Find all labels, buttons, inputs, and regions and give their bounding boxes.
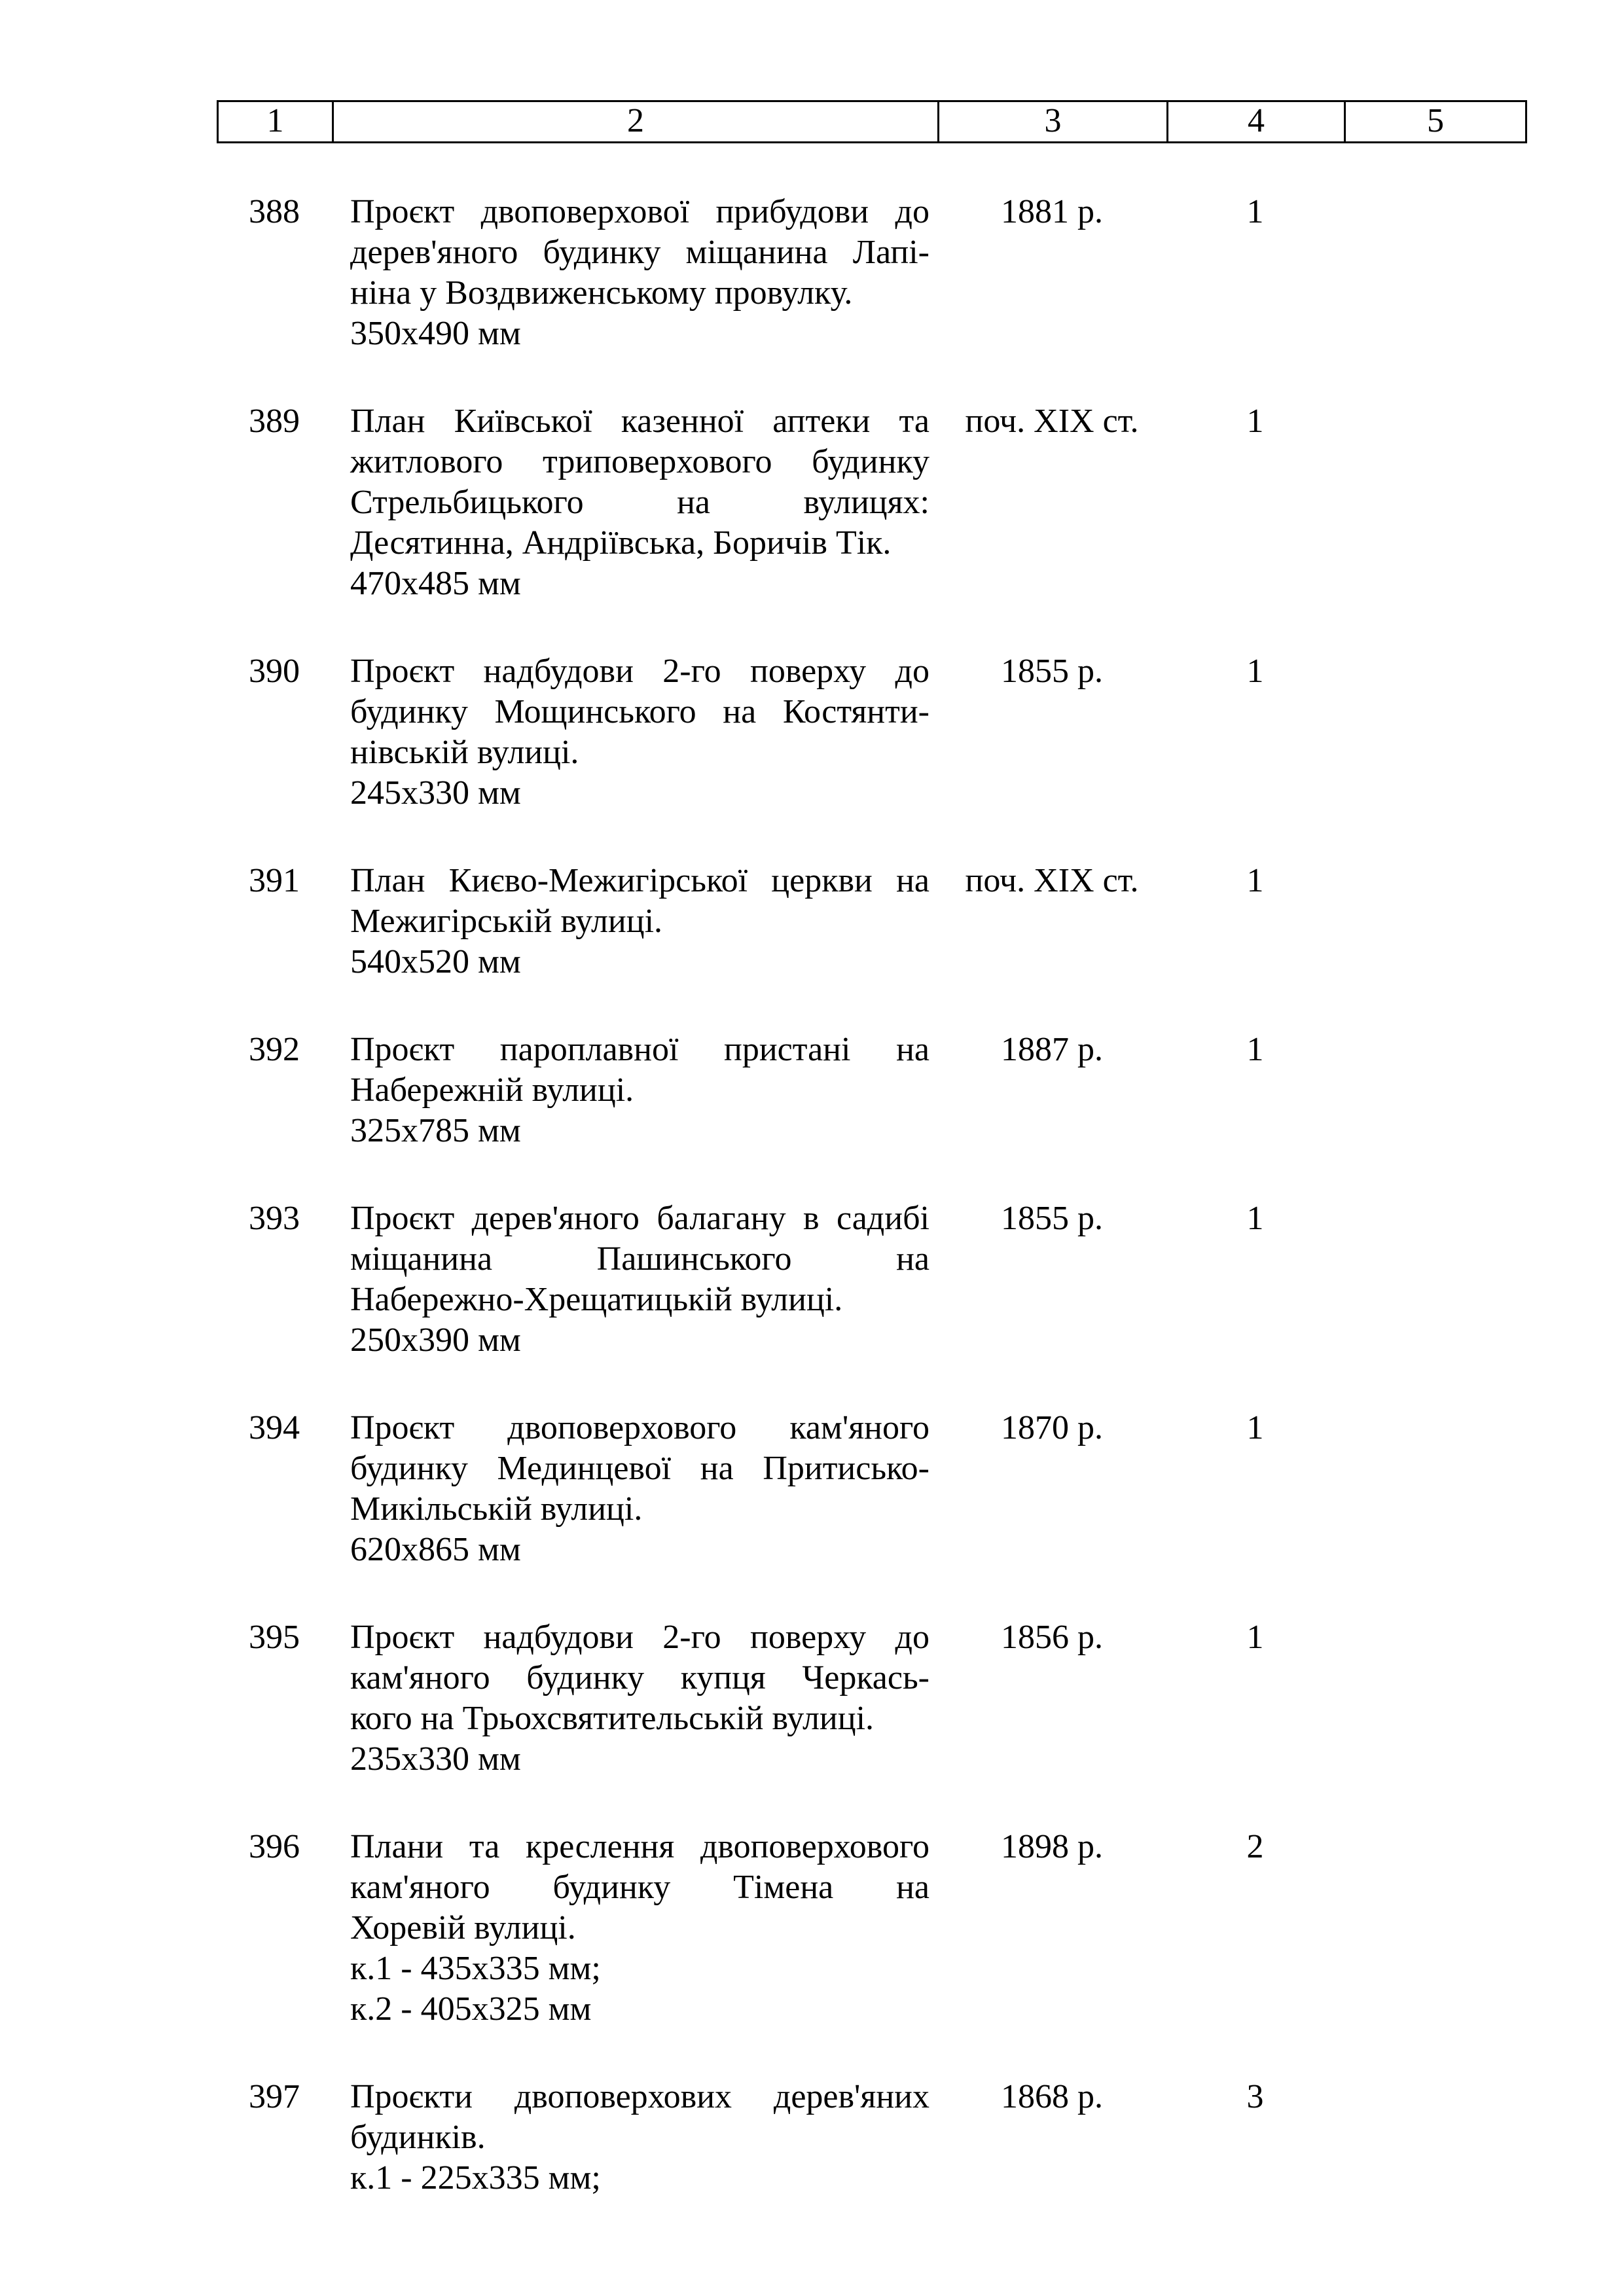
column-header-3: 3 bbox=[939, 102, 1168, 141]
dimensions-line: 235х330 мм bbox=[350, 1740, 521, 1778]
row-description-cell bbox=[332, 861, 937, 982]
row-date: поч. XIX ст. bbox=[965, 862, 1139, 899]
column-header-5: 5 bbox=[1427, 102, 1444, 139]
description-line: Проєкт двоповерхової прибудови до bbox=[350, 193, 929, 230]
table-row bbox=[217, 2077, 1527, 2198]
row-number: 389 bbox=[249, 403, 300, 440]
table-body bbox=[217, 192, 1527, 2246]
row-date: 1855 р. bbox=[1001, 653, 1103, 690]
description-last-line: будинків. bbox=[350, 2119, 486, 2156]
row-date: 1856 р. bbox=[1001, 1619, 1103, 1656]
table-row bbox=[217, 651, 1527, 814]
description-last-line: Микільській вулиці. bbox=[350, 1490, 643, 1528]
dimensions-line: 245х330 мм bbox=[350, 774, 521, 812]
table-row bbox=[217, 192, 1527, 354]
dimensions-line: 250х390 мм bbox=[350, 1321, 521, 1359]
row-description-cell bbox=[332, 401, 937, 604]
row-description-cell bbox=[332, 2077, 937, 2198]
row-count: 1 bbox=[1246, 193, 1264, 230]
table-row bbox=[217, 1827, 1527, 2030]
row-description-cell bbox=[332, 1198, 937, 1361]
description-last-line: Хоревій вулиці. bbox=[350, 1909, 576, 1946]
table-row bbox=[217, 1030, 1527, 1151]
column-header-1: 1 bbox=[219, 102, 334, 141]
description-line: Стрельбицького на вулицях: bbox=[350, 484, 929, 521]
description-last-line: кого на Трьохсвятительській вулиці. bbox=[350, 1700, 875, 1737]
dimensions-line: 540х520 мм bbox=[350, 943, 521, 980]
description-line: дерев'яного будинку міщанина Лапі- bbox=[350, 234, 929, 271]
row-date: 1887 р. bbox=[1001, 1031, 1103, 1068]
row-description-cell bbox=[332, 1030, 937, 1151]
row-count: 1 bbox=[1246, 403, 1264, 440]
row-number: 393 bbox=[249, 1200, 300, 1237]
description-last-line: Десятинна, Андріївська, Боричів Тік. bbox=[350, 524, 892, 562]
row-number: 396 bbox=[249, 1828, 300, 1865]
dimensions-line: 620х865 мм bbox=[350, 1531, 521, 1568]
dimensions-line: к.1 - 225х335 мм; bbox=[350, 2159, 601, 2197]
row-number: 388 bbox=[249, 193, 300, 230]
column-header-4: 4 bbox=[1168, 102, 1346, 141]
row-count: 1 bbox=[1246, 1409, 1264, 1446]
dimensions-line: к.1 - 435х335 мм; bbox=[350, 1950, 601, 1987]
column-header-2: 2 bbox=[334, 102, 939, 141]
row-description-cell bbox=[332, 1408, 937, 1570]
table-row bbox=[217, 1408, 1527, 1570]
row-number: 397 bbox=[249, 2078, 300, 2115]
table-row bbox=[217, 1617, 1527, 1780]
row-description-cell bbox=[332, 1617, 937, 1780]
row-date: поч. XIX ст. bbox=[965, 403, 1139, 440]
row-count: 2 bbox=[1246, 1828, 1264, 1865]
description-last-line: нівській вулиці. bbox=[350, 734, 579, 771]
description-line: Проєкт дерев'яного балагану в садибі bbox=[350, 1200, 929, 1237]
table-row bbox=[217, 1198, 1527, 1361]
row-number: 395 bbox=[249, 1619, 300, 1656]
row-count: 1 bbox=[1246, 1200, 1264, 1237]
row-number: 390 bbox=[249, 653, 300, 690]
row-date: 1870 р. bbox=[1001, 1409, 1103, 1446]
row-count: 1 bbox=[1246, 862, 1264, 899]
description-last-line: ніна у Воздвиженському провулку. bbox=[350, 274, 853, 312]
description-last-line: Набережній вулиці. bbox=[350, 1071, 634, 1109]
description-line: Проєкт двоповерхового кам'яного bbox=[350, 1409, 929, 1446]
row-count: 3 bbox=[1246, 2078, 1264, 2115]
row-number: 392 bbox=[249, 1031, 300, 1068]
dimensions-line: 470х485 мм bbox=[350, 565, 521, 602]
row-date: 1855 р. bbox=[1001, 1200, 1103, 1237]
dimensions-line: 325х785 мм bbox=[350, 1112, 521, 1149]
description-line: Проєкт надбудови 2-го поверху до bbox=[350, 653, 929, 690]
table-row bbox=[217, 861, 1527, 982]
row-description-cell bbox=[332, 1827, 937, 2030]
table-header-row bbox=[217, 100, 1527, 143]
row-description-cell bbox=[332, 192, 937, 354]
description-line: кам'яного будинку купця Черкась- bbox=[350, 1659, 929, 1696]
description-line: житлового триповерхового будинку bbox=[350, 443, 929, 480]
row-description-cell bbox=[332, 651, 937, 814]
description-line: Проєкти двоповерхових дерев'яних bbox=[350, 2078, 929, 2115]
description-line: План Київської казенної аптеки та bbox=[350, 403, 929, 440]
description-line: будинку Мединцевої на Притисько- bbox=[350, 1450, 929, 1487]
row-date: 1868 р. bbox=[1001, 2078, 1103, 2115]
description-line: будинку Мощинського на Костянти- bbox=[350, 693, 929, 730]
description-line: Проєкт пароплавної пристані на bbox=[350, 1031, 929, 1068]
description-last-line: Межигірській вулиці. bbox=[350, 903, 663, 940]
row-date: 1898 р. bbox=[1001, 1828, 1103, 1865]
row-date: 1881 р. bbox=[1001, 193, 1103, 230]
dimensions-line: к.2 - 405х325 мм bbox=[350, 1990, 592, 2028]
description-line: міщанина Пашинського на bbox=[350, 1240, 929, 1278]
description-line: кам'яного будинку Тімена на bbox=[350, 1869, 929, 1906]
description-line: Проєкт надбудови 2-го поверху до bbox=[350, 1619, 929, 1656]
description-line: План Києво-Межигірської церкви на bbox=[350, 862, 929, 899]
row-count: 1 bbox=[1246, 653, 1264, 690]
row-number: 391 bbox=[249, 862, 300, 899]
row-count: 1 bbox=[1246, 1031, 1264, 1068]
row-number: 394 bbox=[249, 1409, 300, 1446]
row-count: 1 bbox=[1246, 1619, 1264, 1656]
description-last-line: Набережно-Хрещатицькій вулиці. bbox=[350, 1281, 843, 1318]
dimensions-line: 350х490 мм bbox=[350, 315, 521, 352]
description-line: Плани та креслення двоповерхового bbox=[350, 1828, 929, 1865]
table-row bbox=[217, 401, 1527, 604]
